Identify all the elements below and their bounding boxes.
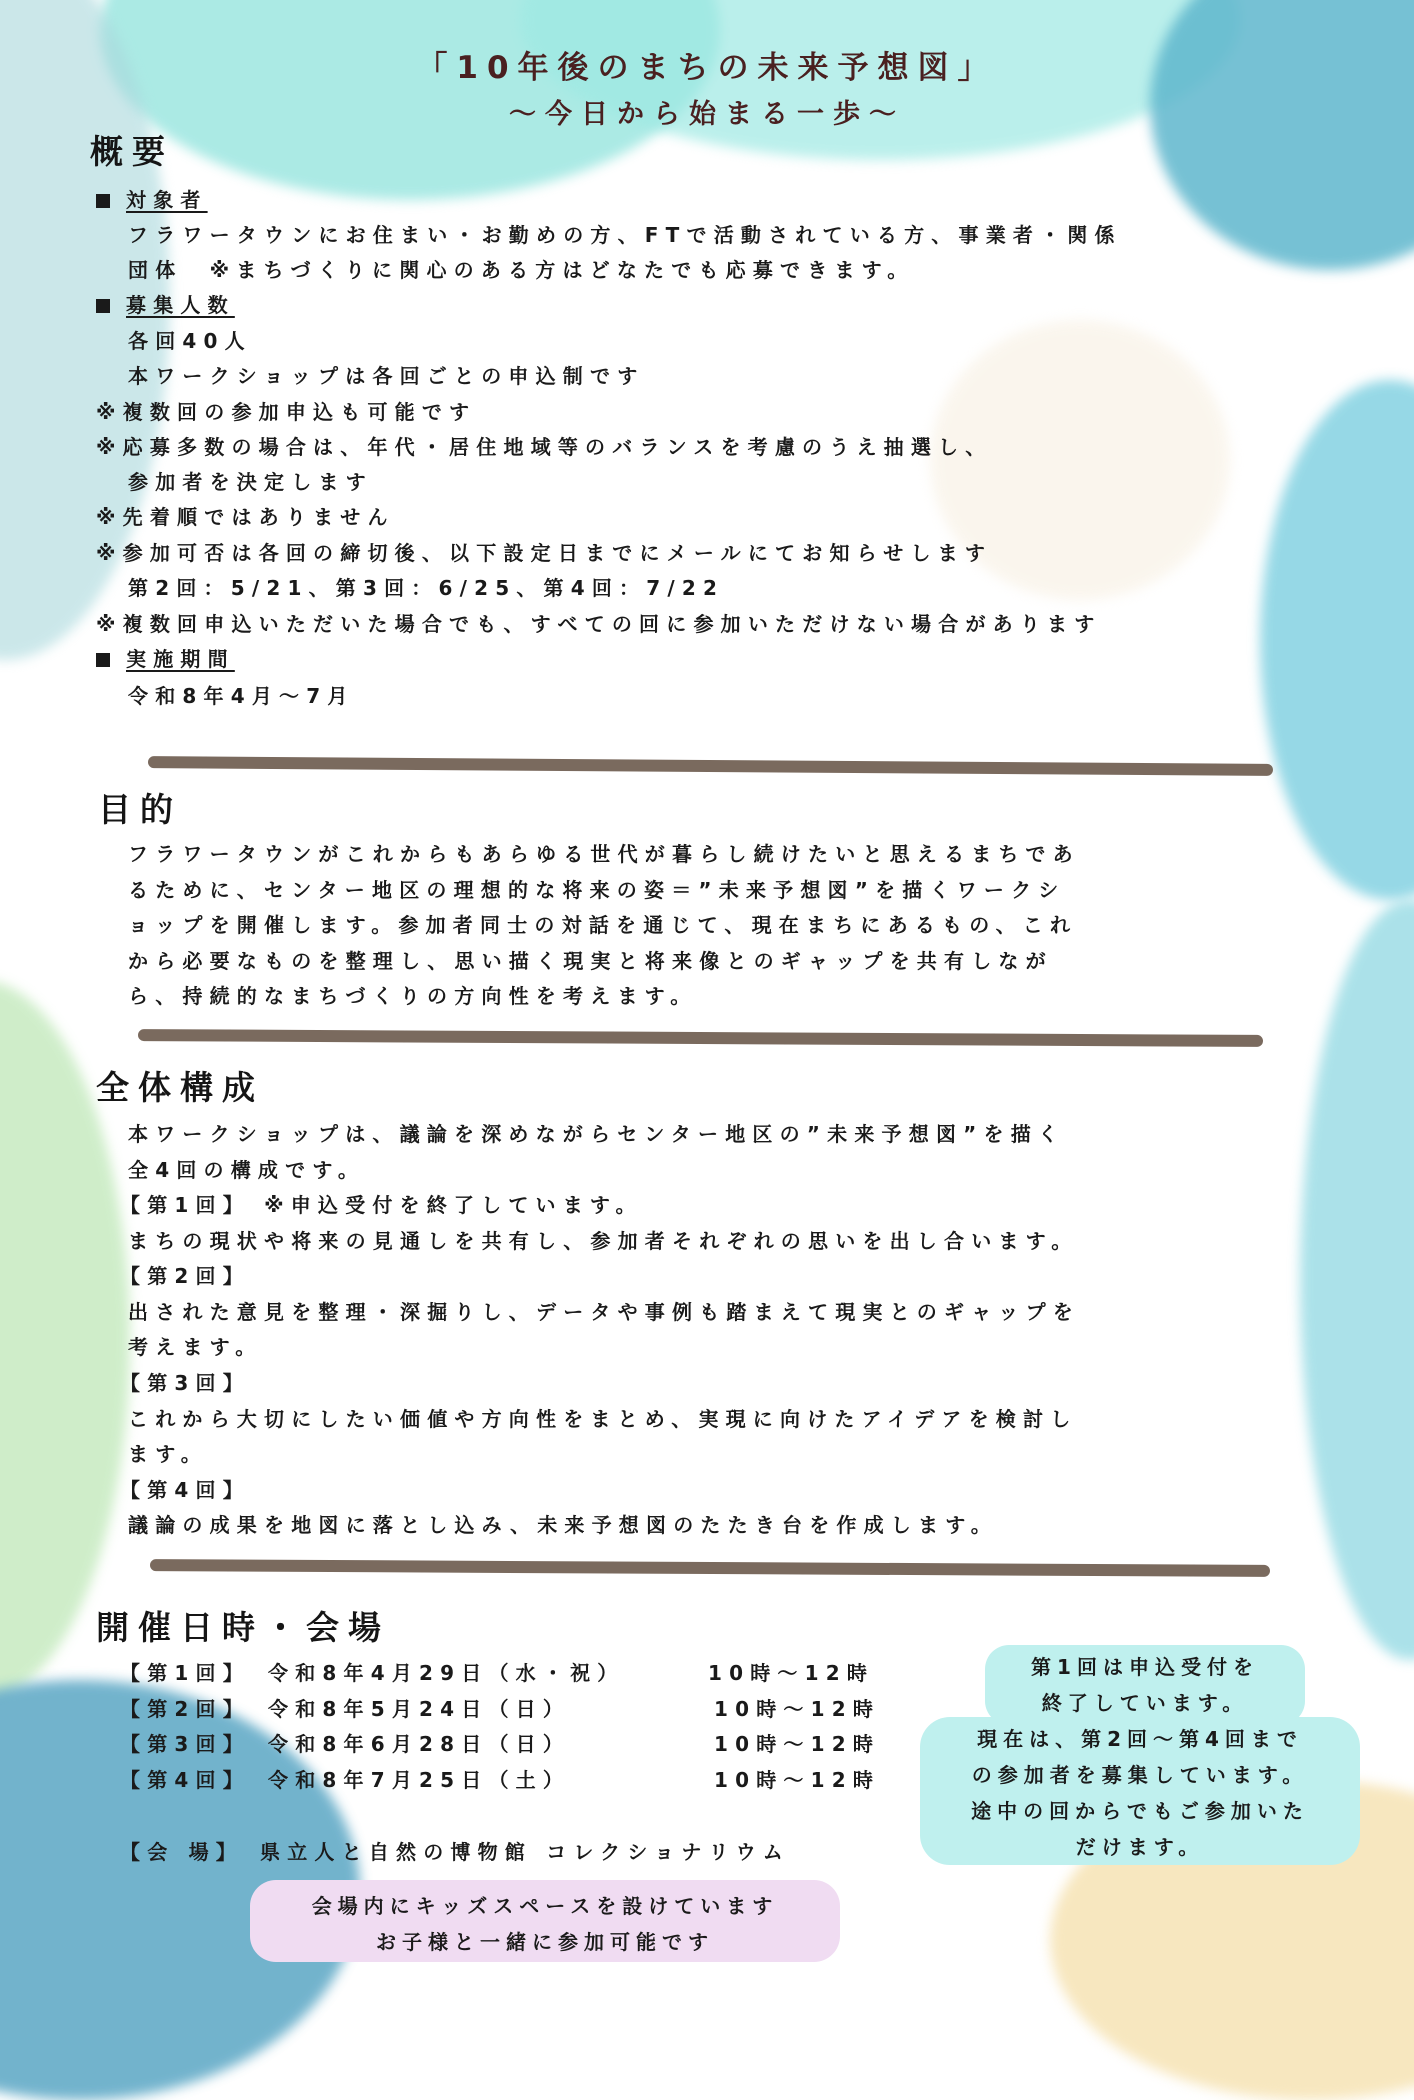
recruit-line: 各回40人 [128,329,252,353]
schedule-date: 令和8年6月28日（日） [268,1732,571,1756]
recruitment-notice [920,1645,1360,1865]
notice-line: 現在は、第2回〜第4回まで [977,1727,1303,1751]
schedule-heading: 開催日時・会場 [96,1608,390,1647]
session-line: 考えます。 [128,1335,263,1359]
kids-line: 会場内にキッズスペースを設けています [311,1894,779,1918]
schedule-row [120,1693,880,1722]
structure-heading: 全体構成 [96,1068,264,1107]
note-line: ※参加可否は各回の締切後、以下設定日までにメールにてお知らせします [96,541,993,565]
venue-name: 県立人と自然の博物館 コレクショナリウム [260,1840,790,1864]
square-bullet-icon [96,194,110,208]
recruit-label: 募集人数 [126,293,235,317]
schedule-row [120,1657,874,1686]
notice-line: の参加者を募集しています。 [971,1763,1309,1787]
note-line: ※先着順ではありません [96,505,395,529]
purpose-heading: 目的 [98,790,182,829]
schedule-label: 【第1回】 [120,1661,250,1685]
session-label: 【第2回】 [120,1264,250,1288]
target-label: 対象者 [126,188,208,212]
notice-line: だけます。 [1075,1835,1205,1859]
recruit-line: 本ワークショップは各回ごとの申込制です [128,364,645,388]
page-title: 「10年後のまちの未来予想図」 [416,50,998,86]
notice-bubble-bottom [920,1717,1360,1865]
session-line: ます。 [128,1442,208,1466]
purpose-line: フラワータウンがこれからもあらゆる世代が暮らし続けたいと思えるまちであ [128,842,1080,866]
period-value: 令和8年4月〜7月 [128,684,355,708]
schedule-label: 【第3回】 [120,1732,250,1756]
schedule-time: 10時〜12時 [714,1768,881,1792]
schedule-label: 【第4回】 [120,1768,250,1792]
kids-space-notice [250,1880,840,1962]
schedule-date: 令和8年5月24日（日） [268,1697,571,1721]
recruit-label-row [96,289,235,318]
session-line: まちの現状や将来の見通しを共有し、参加者それぞれの思いを出し合います。 [128,1229,1079,1253]
note-line: ※応募多数の場合は、年代・居住地域等のバランスを考慮のうえ抽選し、 [96,435,993,459]
kids-line: お子様と一緒に参加可能です [376,1930,714,1954]
schedule-date: 令和8年7月25日（土） [268,1768,571,1792]
venue-label: 【会 場】 [120,1840,243,1864]
purpose-line: から必要なものを整理し、思い描く現実と将来像とのギャップを共有しなが [128,949,1053,973]
schedule-time: 10時〜12時 [714,1732,881,1756]
schedule-row [120,1764,880,1793]
session-line: 議論の成果を地図に落とし込み、未来予想図のたたき台を作成します。 [128,1513,998,1537]
session-note: ※申込受付を終了しています。 [264,1193,643,1217]
schedule-date: 令和8年4月29日（水・祝） [268,1661,625,1685]
notice-bubble-top [985,1645,1305,1725]
structure-intro-line: 本ワークショップは、議論を深めながらセンター地区の”未来予想図”を描く [128,1122,1066,1146]
period-label-row [96,643,235,672]
notice-line: 終了しています。 [1041,1691,1249,1715]
notice-line: 途中の回からでもご参加いた [971,1799,1309,1823]
session-line: これから大切にしたい価値や方向性をまとめ、実現に向けたアイデアを検討し [128,1407,1078,1431]
target-line: フラワータウンにお住まい・お勤めの方、FTで活動されている方、事業者・関係 [128,223,1122,247]
note-line: ※複数回申込いただいた場合でも、すべての回に参加いただけない場合があります [96,612,1102,636]
square-bullet-icon [96,299,110,313]
overview-heading: 概要 [90,132,174,171]
square-bullet-icon [96,653,110,667]
venue-row [120,1836,790,1865]
target-label-row [96,184,208,213]
period-label: 実施期間 [126,647,235,671]
session-label: 【第1回】 [120,1193,250,1217]
note-line: 第2回：5/21、第3回：6/25、第4回：7/22 [128,576,725,600]
schedule-row [120,1728,880,1757]
purpose-line: ら、持続的なまちづくりの方向性を考えます。 [128,984,698,1008]
session-label: 【第4回】 [120,1478,250,1502]
purpose-line: ョップを開催します。参加者同士の対話を通じて、現在まちにあるもの、これ [128,913,1078,937]
session-1-label-row [120,1189,643,1218]
note-line: ※複数回の参加申込も可能です [96,400,477,424]
schedule-time: 10時〜12時 [708,1661,875,1685]
page-subtitle: 〜今日から始まる一歩〜 [509,99,905,130]
target-line: 団体 ※まちづくりに関心のある方はどなたでも応募できます。 [128,258,915,282]
session-line: 出された意見を整理・深掘りし、データや事例も踏まえて現実とのギャップを [128,1300,1080,1324]
note-line: 参加者を決定します [128,470,373,494]
schedule-time: 10時〜12時 [714,1697,881,1721]
structure-intro-line: 全4回の構成です。 [128,1158,366,1182]
purpose-line: るために、センター地区の理想的な将来の姿＝”未来予想図”を描くワークシ [128,878,1066,902]
session-label: 【第3回】 [120,1371,250,1395]
schedule-label: 【第2回】 [120,1697,250,1721]
notice-line: 第1回は申込受付を [1031,1655,1259,1679]
